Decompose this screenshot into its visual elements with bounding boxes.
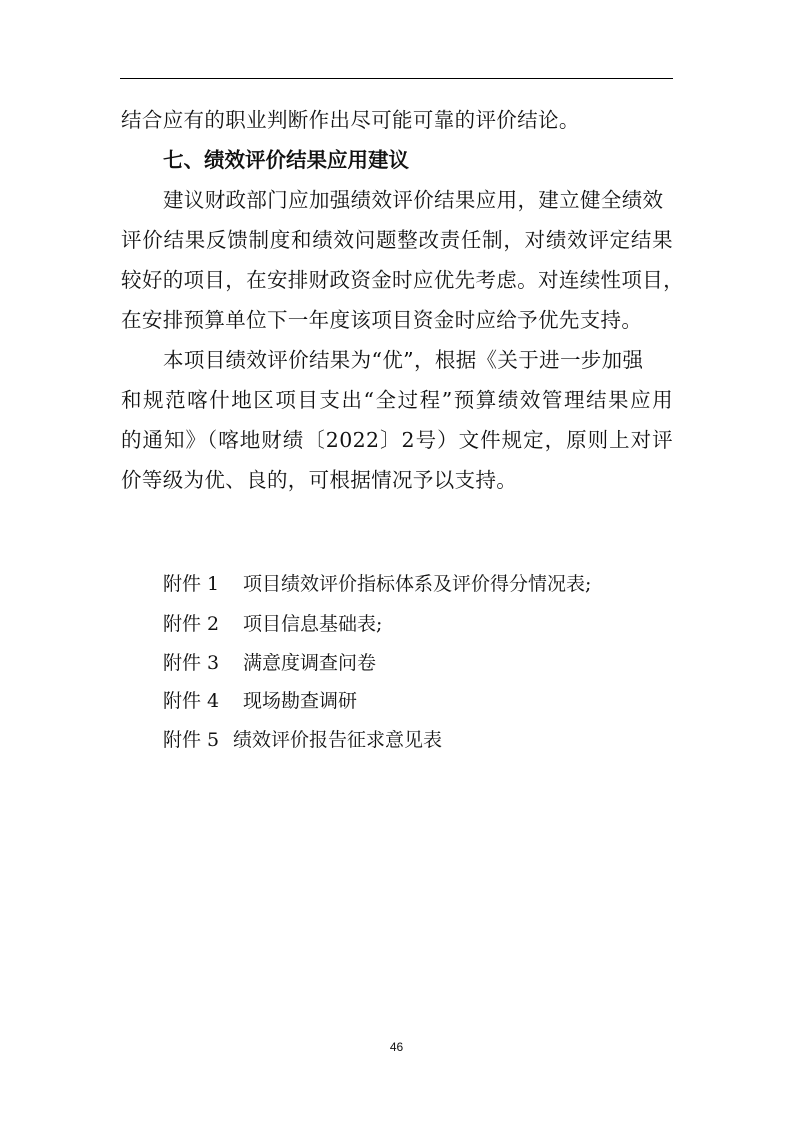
paragraph-line: 和规范喀什地区项目支出“全过程”预算绩效管理结果应用: [121, 388, 673, 412]
attachment-label: 附件 4: [163, 690, 220, 712]
attachment-label: 附件 1: [163, 573, 220, 595]
attachment-item: [163, 571, 591, 597]
page-number: 46: [389, 1040, 404, 1054]
section-heading: 七、绩效评价结果应用建议: [163, 148, 409, 172]
paragraph-line: 在安排预算单位下一年度该项目资金时应给予优先支持。: [121, 308, 643, 332]
attachment-text: 项目绩效评价指标体系及评价得分情况表;: [243, 573, 592, 595]
paragraph-line: 评价结果反馈制度和绩效问题整改责任制，对绩效评定结果: [121, 228, 673, 252]
attachment-text: 绩效评价报告征求意见表: [233, 729, 443, 751]
attachment-item: [163, 611, 382, 637]
body-text-line: 结合应有的职业判断作出尽可能可靠的评价结论。: [121, 108, 580, 132]
header-rule: [120, 78, 673, 79]
attachment-label: 附件 3: [163, 652, 220, 674]
attachment-item: [163, 727, 442, 753]
paragraph-line: 建议财政部门应加强绩效评价结果应用，建立健全绩效: [163, 188, 664, 212]
attachment-item: [163, 688, 357, 714]
attachment-item: [163, 650, 376, 676]
paragraph-line: 的通知》（喀地财绩〔2022〕2号）文件规定，原则上对评: [121, 428, 673, 452]
attachment-label: 附件 5: [163, 729, 220, 751]
paragraph-line: 较好的项目，在安排财政资金时应优先考虑。对连续性项目，: [121, 268, 684, 292]
paragraph-line: 价等级为优、良的，可根据情况予以支持。: [121, 468, 518, 492]
attachment-text: 现场勘查调研: [243, 690, 358, 712]
attachment-text: 满意度调查问卷: [243, 652, 377, 674]
attachment-label: 附件 2: [163, 613, 220, 635]
attachment-text: 项目信息基础表;: [243, 613, 383, 635]
paragraph-line: 本项目绩效评价结果为“优”，根据《关于进一步加强: [163, 348, 644, 372]
